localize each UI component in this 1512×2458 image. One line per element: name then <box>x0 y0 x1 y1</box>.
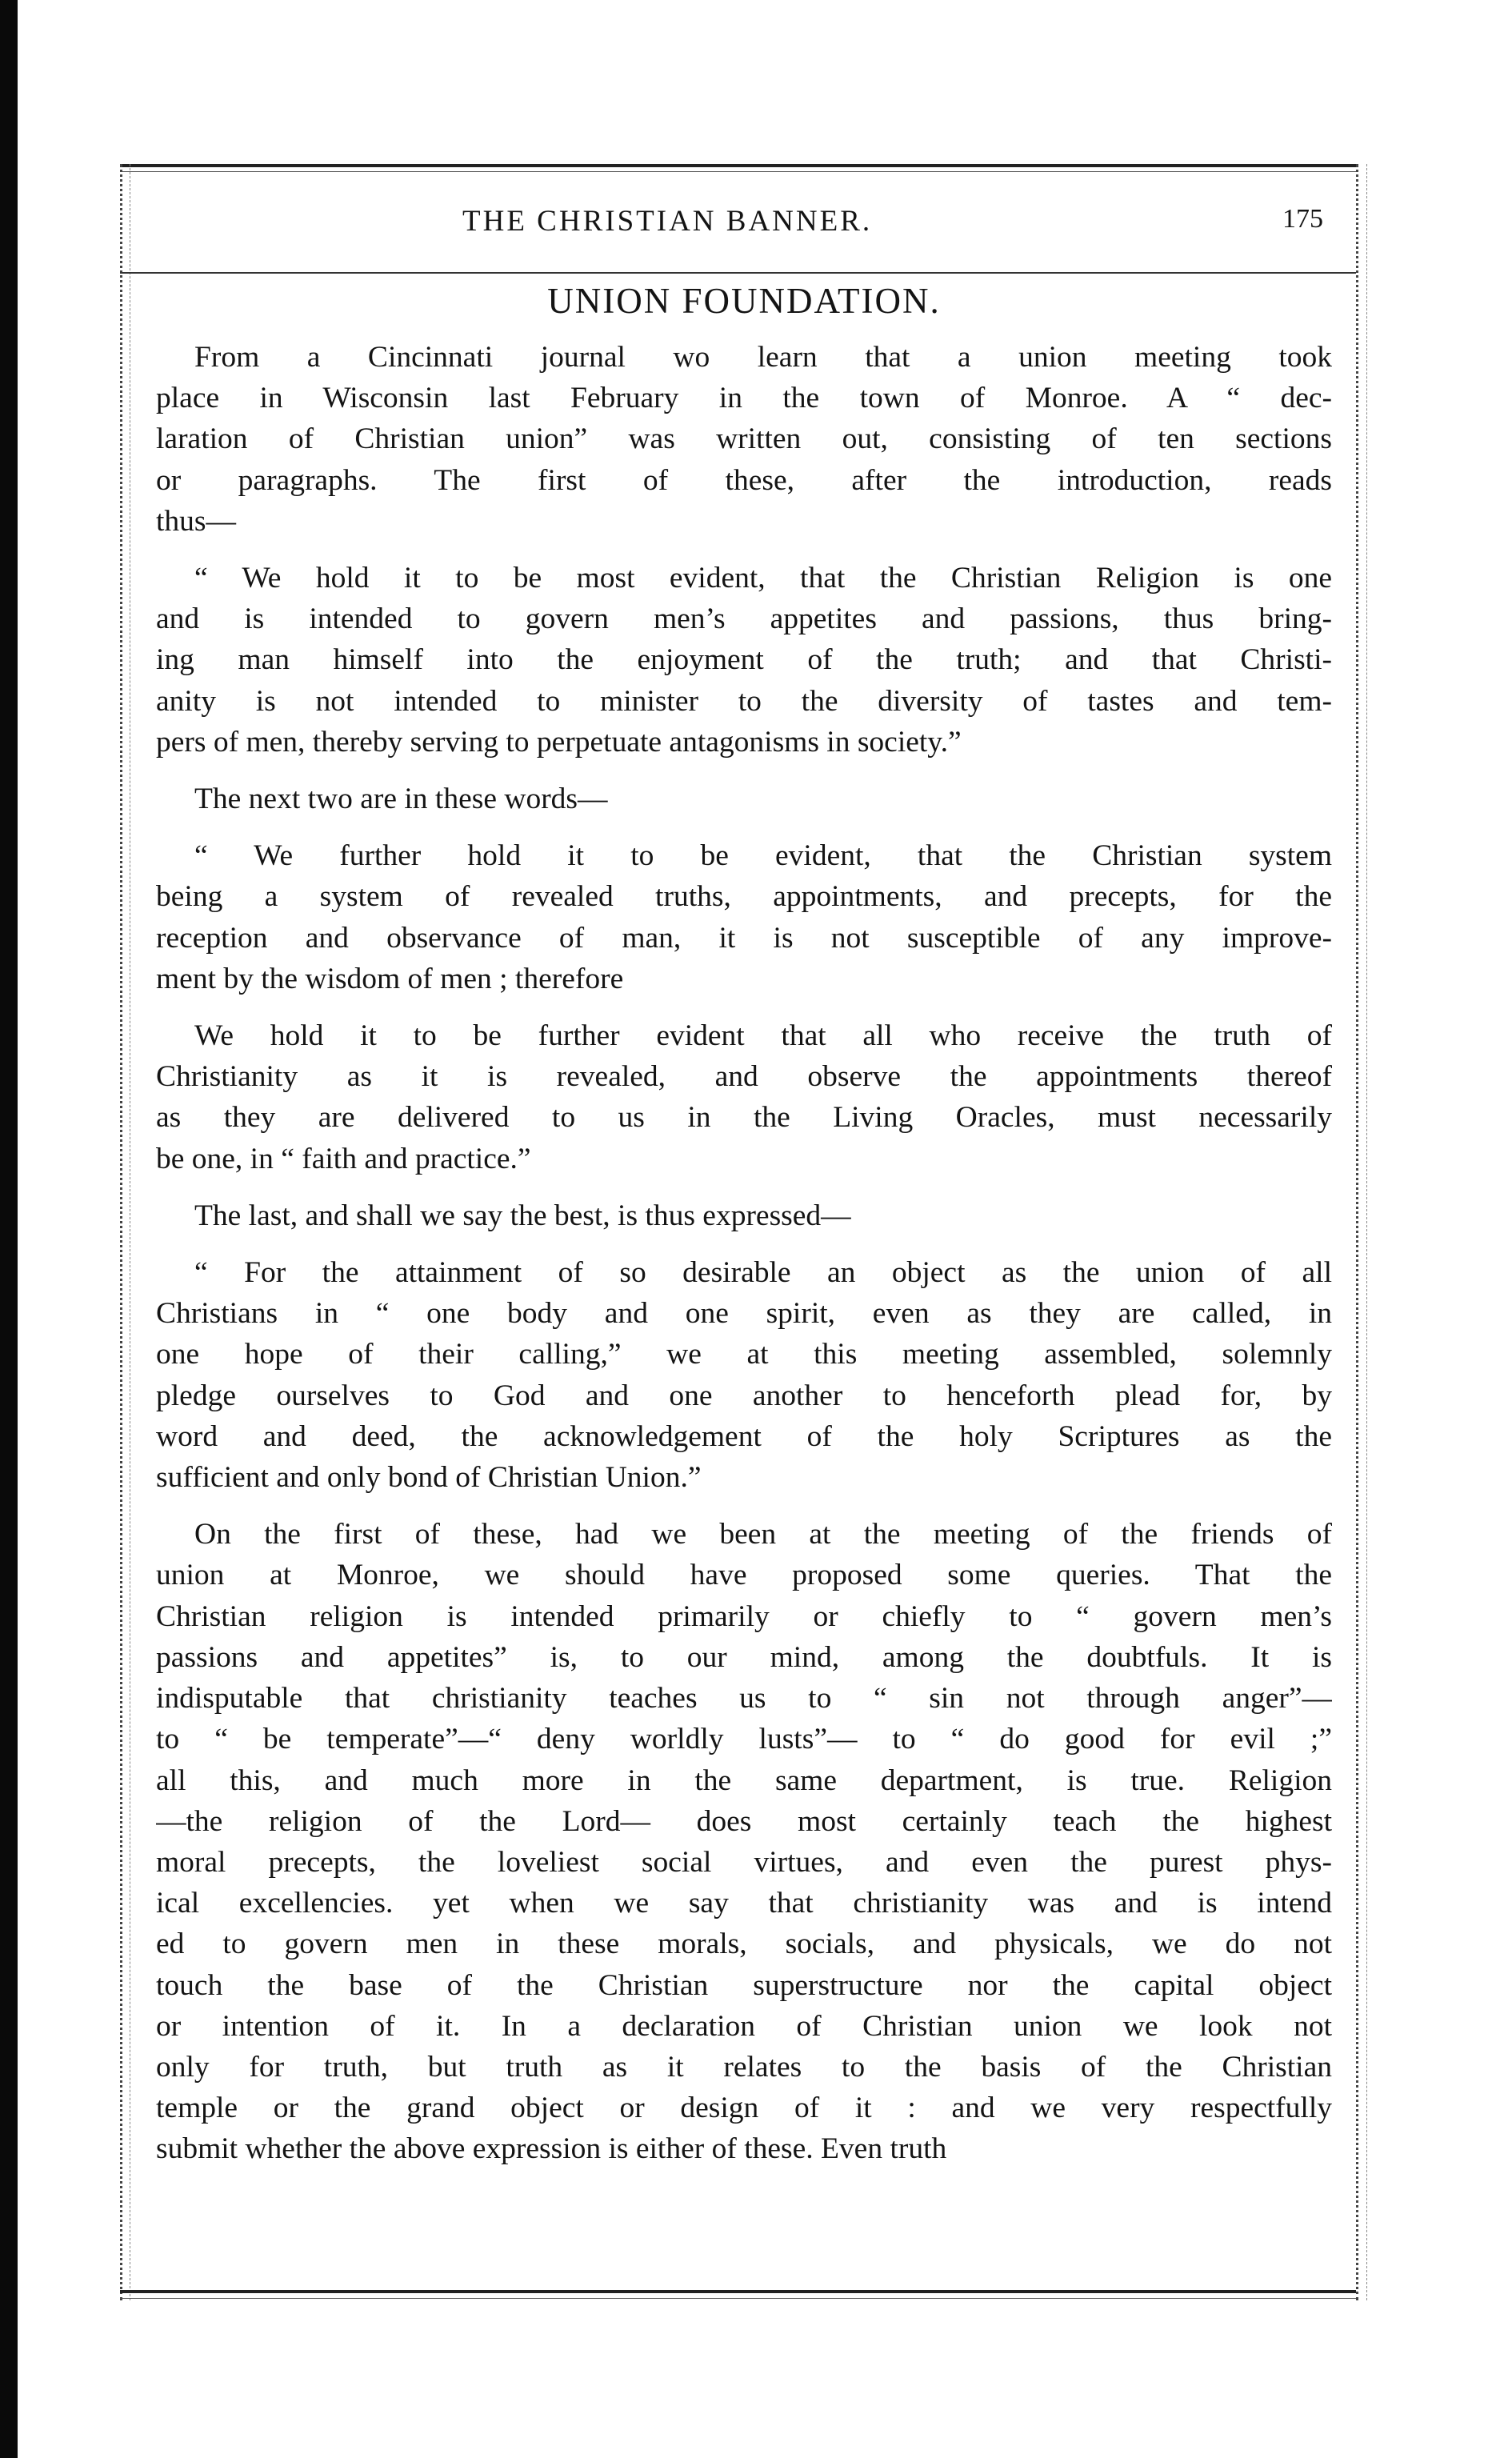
text-line: The next two are in these words— <box>194 783 608 816</box>
text-line: On the first of these, had we been at the meeting of the friends of <box>194 1518 1332 1551</box>
article-title: UNION FOUNDATION. <box>547 281 941 321</box>
running-title: THE CHRISTIAN BANNER. <box>462 205 873 238</box>
right-border-rule-inner <box>1366 164 1367 2300</box>
text-line: “ We further hold it to be evident, that the Christian system <box>194 839 1332 873</box>
text-line: only for truth, but truth as it relates to the basis of the Christian <box>156 2050 1332 2084</box>
paragraph <box>156 558 1332 763</box>
text-line: ical excellencies. yet when we say that christianity was and is intend <box>156 1887 1332 1920</box>
text-line: Christian religion is intended primarily or chiefly to “ govern men’s <box>156 1599 1332 1633</box>
text-line: as they are delivered to us in the Living Oracles, must necessarily <box>156 1101 1332 1135</box>
running-head <box>152 204 1336 252</box>
text-line: “ We hold it to be most evident, that the Christian Religion is one <box>194 562 1332 595</box>
text-line: From a Cincinnati journal wo learn that a union meeting took <box>194 341 1332 374</box>
text-line: or intention of it. In a declaration of Christian union we look not <box>156 2009 1332 2043</box>
text-line: or paragraphs. The first of these, after the introduction, reads <box>156 463 1332 497</box>
paragraph <box>156 1195 1332 1236</box>
text-line: being a system of revealed truths, appointments, and precepts, for the <box>156 880 1332 914</box>
bottom-border-rule-inner <box>120 2298 1356 2299</box>
page-number: 175 <box>1282 204 1323 234</box>
text-line: ment by the wisdom of men ; therefore <box>156 962 624 995</box>
text-line: Christians in “ one body and one spirit, even as they are called, in <box>156 1297 1332 1331</box>
text-line: sufficient and only bond of Christian Union.” <box>156 1461 702 1495</box>
text-line: reception and observance of man, it is not susceptible of any improve- <box>156 921 1332 955</box>
text-line: place in Wisconsin last February in the town of Monroe. A “ dec- <box>156 382 1332 415</box>
left-border-rule <box>120 164 122 2300</box>
text-line: ing man himself into the enjoyment of the truth; and that Christi- <box>156 643 1332 677</box>
binding-edge <box>0 0 18 2458</box>
header-divider <box>120 272 1356 274</box>
right-border-rule <box>1356 164 1358 2300</box>
text-line: be one, in “ faith and practice.” <box>156 1142 531 1175</box>
text-line: —the religion of the Lord— does most certainly teach the highest <box>156 1804 1332 1838</box>
text-line: The last, and shall we say the best, is thus expressed— <box>194 1199 851 1232</box>
text-line: touch the base of the Christian superstructure nor the capital object <box>156 1968 1332 2002</box>
text-line: temple or the grand object or design of it : and we very respectfully <box>156 2092 1332 2125</box>
paragraph <box>156 337 1332 542</box>
article <box>156 276 1332 2186</box>
text-line: indisputable that christianity teaches us to “ sin not through anger”— <box>156 1682 1332 1715</box>
text-line: word and deed, the acknowledgement of the holy Scriptures as the <box>156 1419 1332 1453</box>
paragraph <box>156 779 1332 819</box>
text-line: to “ be temperate”—“ deny worldly lusts”— to “ do good for evil ;” <box>156 1723 1332 1756</box>
paragraph <box>156 1015 1332 1179</box>
text-line: all this, and much more in the same department, is true. Religion <box>156 1763 1332 1797</box>
text-line: Christianity as it is revealed, and observe the appointments thereof <box>156 1060 1332 1094</box>
text-line: “ For the attainment of so desirable an object as the union of all <box>194 1256 1332 1290</box>
paragraph <box>156 835 1332 999</box>
paragraph <box>156 1514 1332 2169</box>
bottom-border-rule <box>120 2290 1356 2293</box>
text-line: one hope of their calling,” we at this meeting assembled, solemnly <box>156 1338 1332 1371</box>
paragraph <box>156 1252 1332 1498</box>
text-line: pers of men, thereby serving to perpetuate antagonisms in society.” <box>156 725 962 759</box>
top-border-rule <box>120 164 1356 167</box>
article-body <box>156 337 1332 2170</box>
text-line: pledge ourselves to God and one another to henceforth plead for, by <box>156 1379 1332 1412</box>
text-line: We hold it to be further evident that all who receive the truth of <box>194 1019 1332 1053</box>
text-line: anity is not intended to minister to the diversity of tastes and tem- <box>156 684 1332 718</box>
text-line: submit whether the above expression is either of these. Even truth <box>156 2132 947 2166</box>
text-line: and is intended to govern men’s appetites and passions, thus bring- <box>156 602 1332 636</box>
text-line: thus— <box>156 504 237 538</box>
text-line: laration of Christian union” was written out, consisting of ten sections <box>156 422 1332 456</box>
text-line: passions and appetites” is, to our mind, among the doubtfuls. It is <box>156 1640 1332 1674</box>
top-border-rule-inner <box>120 171 1356 172</box>
text-line: moral precepts, the loveliest social virtues, and even the purest phys- <box>156 1845 1332 1879</box>
text-line: union at Monroe, we should have proposed some queries. That the <box>156 1559 1332 1592</box>
text-line: ed to govern men in these morals, socials, and physicals, we do not <box>156 1928 1332 1961</box>
